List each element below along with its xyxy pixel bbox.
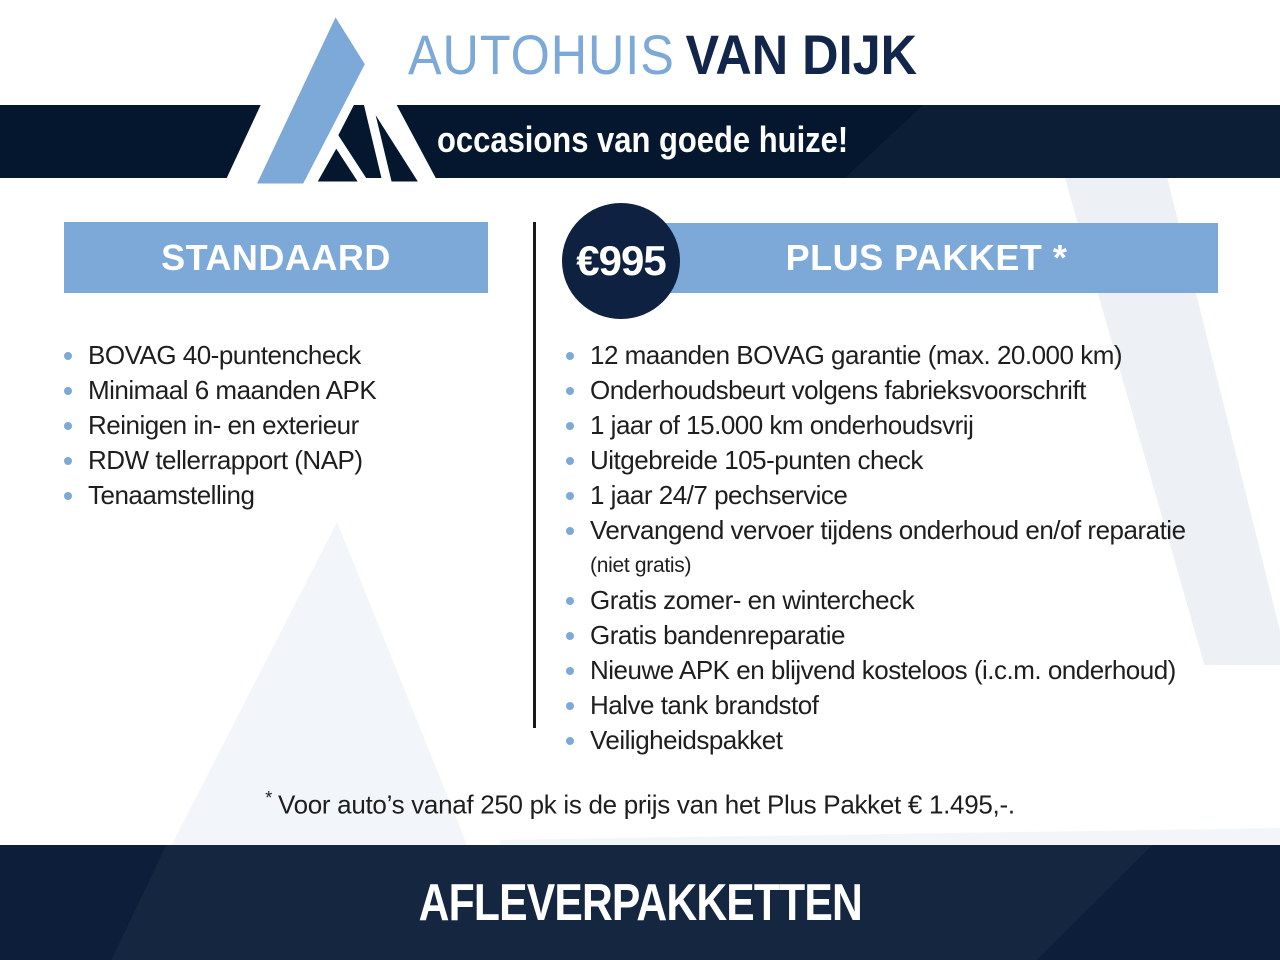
price-value: €995: [576, 237, 666, 284]
plus-pakket-list: [566, 338, 1266, 758]
list-item-text: Nieuwe APK en blijvend kosteloos (i.c.m. onderhoud): [590, 655, 1176, 685]
brand-name-bold: VAN DIJK: [685, 23, 918, 86]
header-band-sheen: [845, 105, 1280, 178]
list-item: [566, 373, 1266, 408]
list-item-text: BOVAG 40-puntencheck: [88, 340, 361, 370]
standaard-header-bar: [64, 222, 488, 293]
standaard-title: STANDAARD: [161, 236, 391, 278]
plus-pakket-title: PLUS PAKKET *: [785, 237, 1068, 278]
list-item-text: Onderhoudsbeurt volgens fabrieksvoorschrift: [590, 375, 1086, 405]
bullet-icon: [566, 352, 574, 360]
bullet-icon: [64, 387, 72, 395]
bullet-icon: [64, 352, 72, 360]
column-divider: [533, 222, 536, 728]
footnote-asterisk: *: [265, 788, 272, 808]
list-item: [566, 513, 1266, 583]
brand-name-light: AUTOHUIS: [408, 23, 675, 86]
list-item: [64, 373, 514, 408]
bullet-icon: [64, 422, 72, 430]
bullet-icon: [566, 702, 574, 710]
list-item: [64, 478, 514, 513]
banner-title: AFLEVERPAKKETTEN: [418, 873, 862, 932]
bullet-icon: [566, 387, 574, 395]
plus-pakket-header-bar: [601, 223, 1218, 293]
watermark-strip: [500, 828, 1280, 845]
list-item: [566, 408, 1266, 443]
bullet-icon: [64, 492, 72, 500]
list-item: [566, 723, 1266, 758]
standaard-list: [64, 338, 514, 513]
brand-title: [408, 22, 917, 87]
bullet-icon: [566, 667, 574, 675]
list-item-text: 1 jaar 24/7 pechservice: [590, 480, 848, 510]
list-item: [566, 443, 1266, 478]
list-item-text: Tenaamstelling: [88, 480, 255, 510]
bullet-icon: [566, 492, 574, 500]
bullet-icon: [566, 737, 574, 745]
list-item-text: RDW tellerrapport (NAP): [88, 445, 363, 475]
tagline: occasions van goede huize!: [437, 119, 849, 160]
list-item: [566, 653, 1266, 688]
list-item: [566, 478, 1266, 513]
list-item: [566, 618, 1266, 653]
bullet-icon: [566, 597, 574, 605]
list-item: [64, 443, 514, 478]
autohuis-logo-icon: [0, 0, 460, 200]
list-item-text: Uitgebreide 105-punten check: [590, 445, 923, 475]
list-item: [64, 408, 514, 443]
bottom-banner: [0, 845, 1280, 960]
list-item-text: Veiligheidspakket: [590, 725, 783, 755]
list-item-text: Vervangend vervoer tijdens onderhoud en/of reparatie: [590, 515, 1186, 545]
bullet-icon: [566, 527, 574, 535]
list-item-text: Gratis zomer- en wintercheck: [590, 585, 915, 615]
list-item-text: Reinigen in- en exterieur: [88, 410, 359, 440]
list-item-text: 1 jaar of 15.000 km onderhoudsvrij: [590, 410, 974, 440]
footnote: [0, 788, 1280, 821]
list-item-text: 12 maanden BOVAG garantie (max. 20.000 km): [590, 340, 1123, 370]
list-item: [64, 338, 514, 373]
bullet-icon: [566, 632, 574, 640]
list-item-text: Gratis bandenreparatie: [590, 620, 845, 650]
list-item-subtext: (niet gratis): [590, 554, 692, 577]
bullet-icon: [64, 457, 72, 465]
bullet-icon: [566, 422, 574, 430]
list-item-text: Minimaal 6 maanden APK: [88, 375, 377, 405]
list-item-text: Halve tank brandstof: [590, 690, 819, 720]
price-badge: [562, 203, 680, 319]
list-item: [566, 583, 1266, 618]
bullet-icon: [566, 457, 574, 465]
list-item: [566, 338, 1266, 373]
list-item: [566, 688, 1266, 723]
footnote-text: Voor auto’s vanaf 250 pk is de prijs van het Plus Pakket € 1.495,-.: [277, 789, 1015, 820]
